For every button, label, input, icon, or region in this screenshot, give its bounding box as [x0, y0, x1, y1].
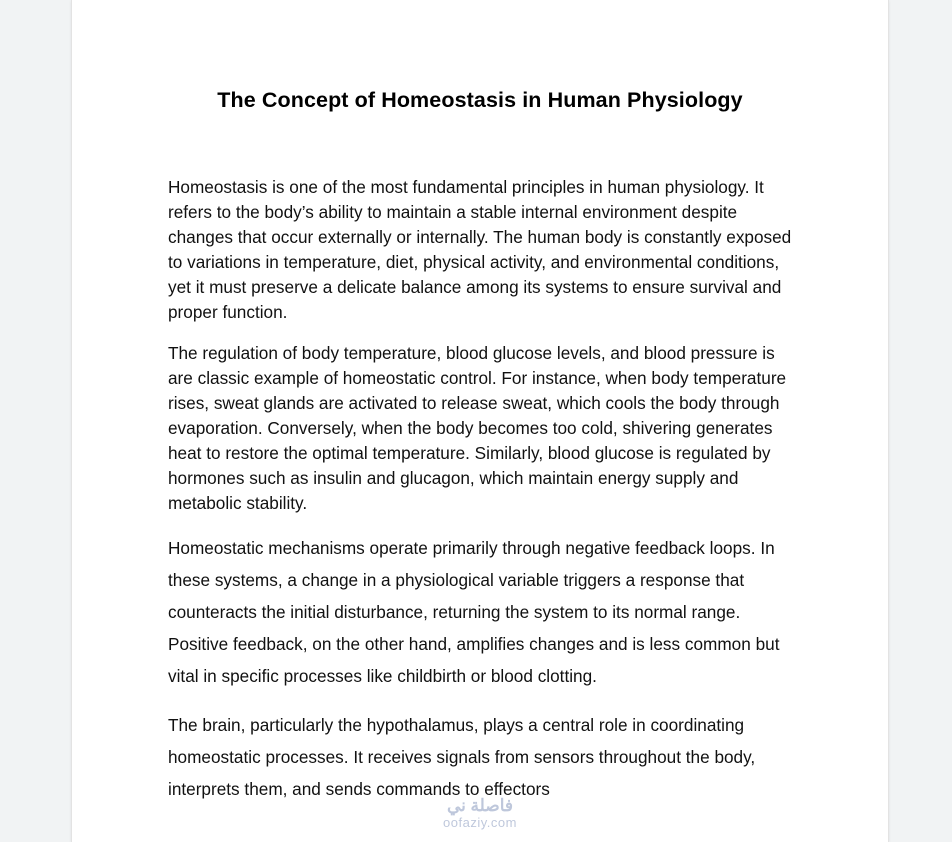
vertical-scrollbar[interactable] — [940, 0, 952, 842]
page-title: The Concept of Homeostasis in Human Physiology — [217, 88, 743, 112]
watermark-site-text: oofaziy.com — [443, 815, 517, 830]
paragraph-2: The regulation of body temperature, blood glucose levels, and blood pressure is are classic example of homeostatic control. For instance, when body temperature rises, sweat glands are activated to release sweat, which cools the body through evaporation. Conversely, when the body becomes too cold, shivering generates heat to restore the optimal temperature. Similarly, blood glucose is regulated by hormones such as insulin and glucagon, which maintain energy supply and metabolic stability. — [168, 343, 787, 513]
canvas-left-margin — [0, 0, 72, 842]
document-page — [72, 0, 888, 842]
page-content — [72, 0, 888, 805]
paragraph-3: Homeostatic mechanisms operate primarily through negative feedback loops. In these systems, a change in a physiological variable triggers a response that counteracts the initial disturbance, returning the system to its normal range. Positive feedback, on the other hand, amplifies changes and is less common but vital in specific processes like childbirth or blood clotting. — [168, 538, 780, 686]
paragraph-1: Homeostasis is one of the most fundamental principles in human physiology. It refers to the body’s ability to maintain a stable internal environment despite changes that occur externally or internally. The human body is constantly exposed to variations in temperature, diet, physical activity, and environmental conditions, yet it must preserve a delicate balance among its systems to ensure survival and proper function. — [168, 177, 792, 322]
paragraph-4: The brain, particularly the hypothalamus, plays a central role in coordinating homeostatic processes. It receives signals from sensors throughout the body, interprets them, and sends commands to effectors — [168, 715, 756, 799]
watermark-arabic-text: فاصلة ني — [446, 796, 514, 815]
